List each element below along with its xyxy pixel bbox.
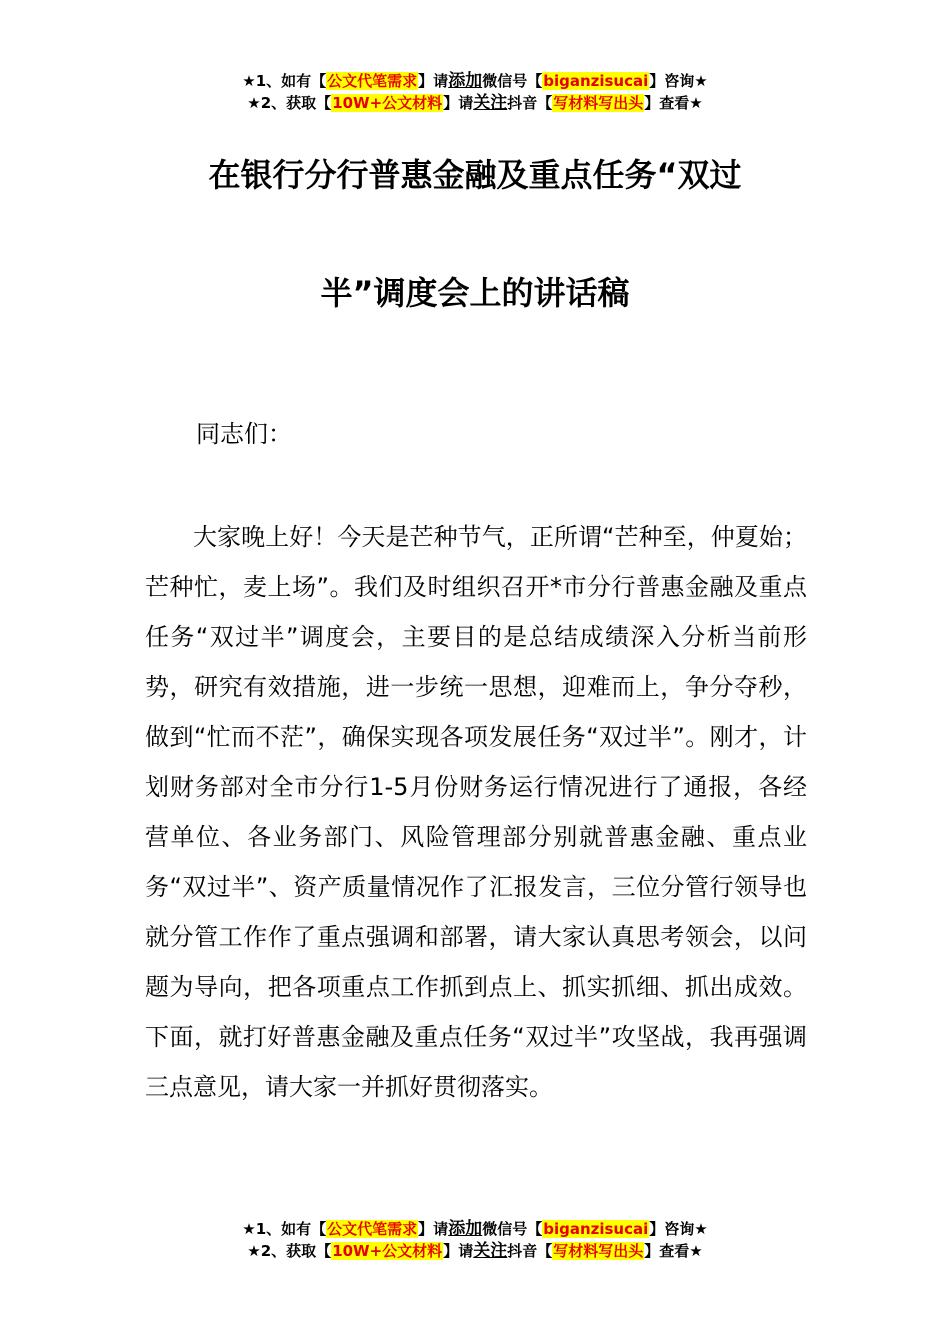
ad-highlight: 公文代笔需求 <box>327 72 418 90</box>
ad-text: 2、获取【 <box>260 94 332 112</box>
ad-text: 】请 <box>443 1242 474 1260</box>
ad-text: 抖音【 <box>507 1242 553 1260</box>
body-paragraph: 大家晚上好！今天是芒种节气，正所谓“芒种至，仲夏始；芒种忙，麦上场”。我们及时组织召开*市分行普惠金融及重点任务“双过半”调度会，主要目的是总结成绩深入分析当前形势，研究有效措施，进一步统一思想，迎难而上，争分夺秒，做到“忙而不茫”，确保实现各项发展任务“双过半”。刚才，计划财务部对全市分行1-5月份财务运行情况进行了通报，各经营单位、各业务部门、风险管理部分别就普惠金融、重点业务“双过半”、资产质量情况作了汇报发言，三位分管行领导也就分管工作作了重点强调和部署，请大家认真思考领会，以问题为导向，把各项重点工作抓到点上、抓实抓细、抓出成效。下面，就打好普惠金融及重点任务“双过半”攻坚战，我再强调三点意见，请大家一并抓好贯彻落实。 <box>145 523 807 1101</box>
ad-text: 微信号【 <box>482 1220 543 1238</box>
ad-text: 抖音【 <box>507 94 553 112</box>
ad-text: 】请 <box>443 94 474 112</box>
ad-highlight: 公文代笔需求 <box>327 1220 418 1238</box>
star-icon: ★ <box>694 72 708 90</box>
star-icon: ★ <box>242 72 256 90</box>
ad-text: 】咨询 <box>649 1220 695 1238</box>
star-icon: ★ <box>247 1242 261 1260</box>
ad-text: 1、如有【 <box>255 72 327 90</box>
footer-ad <box>0 1218 950 1262</box>
ad-highlight: 10W+公文材料 <box>332 94 443 112</box>
ad-emphasis: 添加 <box>448 1219 483 1239</box>
salutation: 同志们： <box>196 420 292 448</box>
star-icon: ★ <box>247 94 261 112</box>
ad-highlight: 写材料写出头 <box>553 1242 644 1260</box>
document-title-line-1: 在银行分行普惠金融及重点任务“双过 <box>208 156 742 194</box>
star-icon: ★ <box>689 94 703 112</box>
ad-highlight: 写材料写出头 <box>553 94 644 112</box>
ad-highlight: 10W+公文材料 <box>332 1242 443 1260</box>
ad-text: 】查看 <box>644 94 690 112</box>
ad-emphasis: 添加 <box>448 71 483 91</box>
ad-highlight: biganzisucai <box>543 72 649 90</box>
ad-text: 】咨询 <box>649 72 695 90</box>
ad-highlight: biganzisucai <box>543 1220 649 1238</box>
ad-text: 】请 <box>418 72 449 90</box>
ad-text: 】请 <box>418 1220 449 1238</box>
star-icon: ★ <box>694 1220 708 1238</box>
ad-emphasis: 关注 <box>473 1241 508 1261</box>
ad-text: 1、如有【 <box>255 1220 327 1238</box>
ad-text: 微信号【 <box>482 72 543 90</box>
star-icon: ★ <box>242 1220 256 1238</box>
star-icon: ★ <box>689 1242 703 1260</box>
header-ad-line-1 <box>0 70 950 114</box>
document-title-line-2: 半”调度会上的讲话稿 <box>320 274 630 312</box>
ad-text: 2、获取【 <box>260 1242 332 1260</box>
ad-emphasis: 关注 <box>473 93 508 113</box>
ad-text: 】查看 <box>644 1242 690 1260</box>
